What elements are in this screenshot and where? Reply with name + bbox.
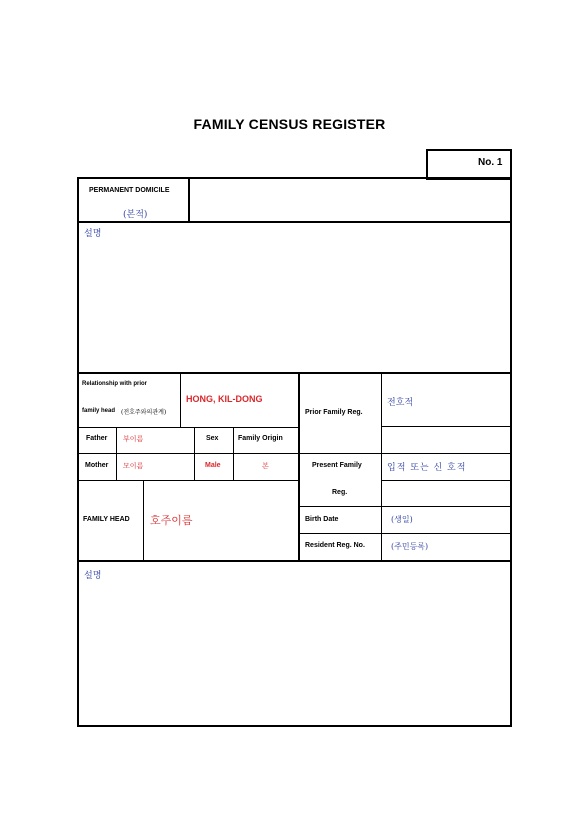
resident-reg-value: (주민등록) (391, 542, 429, 551)
father-value: 부이름 (123, 435, 144, 443)
present-family-reg-label-1: Present Family (312, 462, 362, 469)
mother-label: Mother (85, 462, 109, 469)
prior-family-reg-label: Prior Family Reg. (305, 409, 363, 416)
permanent-domicile-label: PERMANENT DOMICILE (89, 187, 170, 194)
sex-value: Male (205, 462, 221, 469)
birth-date-value: (생일) (391, 515, 413, 524)
register-form (77, 177, 512, 727)
relationship-label-kor: (전호주와의관계) (121, 409, 167, 416)
relationship-label-2: family head (82, 408, 116, 414)
relationship-name: HONG, KIL-DONG (186, 394, 263, 404)
sex-label: Sex (206, 435, 219, 442)
prior-family-reg-value: 전호적 (387, 398, 414, 408)
father-label: Father (86, 435, 108, 442)
notes-bottom: 설명 (84, 571, 102, 581)
birth-date-label: Birth Date (305, 516, 339, 523)
resident-reg-label: Resident Reg. No. (305, 542, 365, 549)
family-origin-label: Family Origin (238, 435, 283, 442)
relationship-label-1: Relationship with prior (82, 381, 148, 387)
page-title: FAMILY CENSUS REGISTER (193, 116, 386, 132)
present-family-reg-value: 입적 또는 신 호적 (387, 463, 467, 473)
present-family-reg-label-2: Reg. (332, 489, 348, 496)
notes-top: 설명 (84, 229, 102, 239)
mother-value: 모이름 (123, 462, 144, 470)
permanent-domicile-field[interactable] (190, 178, 511, 221)
family-head-label: FAMILY HEAD (83, 516, 130, 523)
register-number: No. 1 (478, 157, 503, 168)
origin-value: 본 (262, 462, 269, 470)
permanent-domicile-sub: (본적) (123, 210, 148, 220)
family-head-value: 호주이름 (150, 514, 193, 527)
